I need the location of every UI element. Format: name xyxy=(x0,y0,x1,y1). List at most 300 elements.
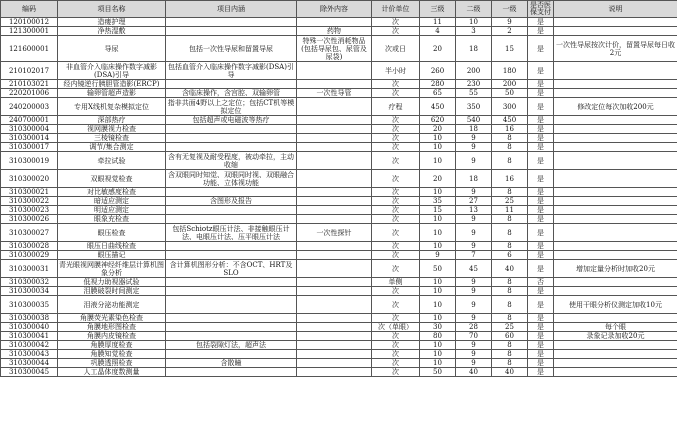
cell-name: 泪膜破裂时间测定 xyxy=(58,287,166,296)
cell-name: 造瘘护理 xyxy=(58,18,166,27)
cell-unit: 次 xyxy=(372,215,420,224)
cell-code: 120100012 xyxy=(1,18,58,27)
cell-code: 310300041 xyxy=(1,332,58,341)
cell-level2-price: 230 xyxy=(456,80,492,89)
cell-unit: 次 xyxy=(372,18,420,27)
cell-level3-price: 10 xyxy=(420,314,456,323)
cell-level3-price: 10 xyxy=(420,287,456,296)
cell-name: 三棱镜检查 xyxy=(58,134,166,143)
cell-content: 包括一次性导尿和留置导尿 xyxy=(166,36,297,62)
cell-level3-price: 20 xyxy=(420,36,456,62)
cell-content xyxy=(166,80,297,89)
table-row xyxy=(1,18,677,27)
cell-level3-price: 35 xyxy=(420,197,456,206)
cell-note xyxy=(554,62,677,80)
cell-note xyxy=(554,197,677,206)
cell-excluded: 一次性导管 xyxy=(297,89,372,98)
cell-code: 310300045 xyxy=(1,368,58,377)
cell-code: 310300014 xyxy=(1,134,58,143)
cell-note xyxy=(554,287,677,296)
cell-content: 包括血管介入临床操作数字减影(DSA)引导 xyxy=(166,62,297,80)
cell-content xyxy=(166,314,297,323)
cell-unit: 次 xyxy=(372,27,420,36)
cell-note xyxy=(554,350,677,359)
cell-insured: 是 xyxy=(528,287,554,296)
cell-level1-price: 8 xyxy=(492,359,528,368)
cell-name: 导尿 xyxy=(58,36,166,62)
cell-level1-price: 25 xyxy=(492,323,528,332)
table-row xyxy=(1,170,677,188)
cell-level3-price: 260 xyxy=(420,62,456,80)
cell-unit: 次 xyxy=(372,359,420,368)
cell-level2-price: 350 xyxy=(456,98,492,116)
header-note: 说明 xyxy=(554,1,677,18)
cell-level2-price: 7 xyxy=(456,251,492,260)
cell-code: 310300040 xyxy=(1,323,58,332)
cell-code: 310300042 xyxy=(1,341,58,350)
cell-level1-price: 450 xyxy=(492,116,528,125)
cell-code: 310300026 xyxy=(1,215,58,224)
cell-level3-price: 10 xyxy=(420,350,456,359)
cell-content xyxy=(166,18,297,27)
cell-insured: 是 xyxy=(528,296,554,314)
cell-code: 240700001 xyxy=(1,116,58,125)
cell-unit: 次 xyxy=(372,116,420,125)
cell-content xyxy=(166,332,297,341)
cell-level3-price: 10 xyxy=(420,224,456,242)
cell-level3-price: 10 xyxy=(420,188,456,197)
cell-level1-price: 180 xyxy=(492,62,528,80)
cell-unit: 次 xyxy=(372,80,420,89)
cell-insured: 是 xyxy=(528,89,554,98)
cell-code: 210102017 xyxy=(1,62,58,80)
cell-insured: 是 xyxy=(528,215,554,224)
cell-note: 修改定位每次加收200元 xyxy=(554,98,677,116)
cell-level2-price: 40 xyxy=(456,368,492,377)
cell-code: 310300034 xyxy=(1,287,58,296)
cell-level1-price: 8 xyxy=(492,287,528,296)
cell-name: 角膜厚度检查 xyxy=(58,341,166,350)
header-insured: 是否医保支付 xyxy=(528,1,554,18)
cell-note xyxy=(554,341,677,350)
cell-name: 青光眼视网膜神经纤维层计算机图象分析 xyxy=(59,260,164,277)
cell-code: 310300022 xyxy=(1,197,58,206)
cell-level3-price: 10 xyxy=(420,359,456,368)
cell-code: 121600001 xyxy=(1,36,58,62)
cell-note: 使用干眼分析仪测定加收10元 xyxy=(554,296,677,314)
cell-name: 眼象充检查 xyxy=(58,215,166,224)
cell-level2-price: 9 xyxy=(456,188,492,197)
cell-excluded xyxy=(297,260,372,278)
cell-excluded xyxy=(297,18,372,27)
cell-excluded xyxy=(297,215,372,224)
cell-level3-price: 10 xyxy=(420,278,456,287)
cell-level2-price: 9 xyxy=(456,242,492,251)
cell-level2-price: 9 xyxy=(456,278,492,287)
table-row xyxy=(1,197,677,206)
cell-level2-price: 9 xyxy=(456,359,492,368)
cell-name: 双眼视觉检查 xyxy=(58,170,166,188)
cell-note xyxy=(554,206,677,215)
cell-level2-price: 18 xyxy=(456,125,492,134)
cell-level1-price: 8 xyxy=(492,134,528,143)
cell-level2-price: 13 xyxy=(456,206,492,215)
cell-note xyxy=(554,89,677,98)
table-row xyxy=(1,27,677,36)
cell-unit: 次 xyxy=(372,143,420,152)
cell-level1-price: 50 xyxy=(492,89,528,98)
cell-unit: 次 xyxy=(372,296,420,314)
cell-level3-price: 50 xyxy=(420,260,456,278)
cell-unit: 次 xyxy=(372,197,420,206)
cell-content: 含散瞳 xyxy=(166,359,297,368)
cell-unit: 疗程 xyxy=(372,98,420,116)
cell-code: 310300021 xyxy=(1,188,58,197)
table-row xyxy=(1,341,677,350)
cell-level3-price: 280 xyxy=(420,80,456,89)
table-row xyxy=(1,134,677,143)
header-content: 项目内涵 xyxy=(166,1,297,18)
cell-level2-price: 9 xyxy=(456,215,492,224)
cell-code: 310300044 xyxy=(1,359,58,368)
cell-content: 含图形及报告 xyxy=(166,197,297,206)
cell-code: 310300043 xyxy=(1,350,58,359)
cell-unit: 次 xyxy=(372,152,420,170)
cell-note: 每个眼 xyxy=(554,323,677,332)
cell-insured: 是 xyxy=(528,350,554,359)
table-row xyxy=(1,260,677,278)
cell-insured: 是 xyxy=(528,368,554,377)
cell-name: 对比敏感度检查 xyxy=(58,188,166,197)
cell-level2-price: 9 xyxy=(456,296,492,314)
cell-insured: 是 xyxy=(528,260,554,278)
cell-level2-price: 9 xyxy=(456,134,492,143)
table-row xyxy=(1,116,677,125)
cell-level2-price: 55 xyxy=(456,89,492,98)
cell-level3-price: 20 xyxy=(420,125,456,134)
cell-unit: 次 xyxy=(372,332,420,341)
table-row xyxy=(1,89,677,98)
cell-level1-price: 8 xyxy=(492,224,528,242)
cell-excluded xyxy=(297,350,372,359)
cell-unit: 次 xyxy=(372,134,420,143)
cell-name: 专用X线机复杂模拟定位 xyxy=(58,98,166,116)
cell-level3-price: 620 xyxy=(420,116,456,125)
cell-level3-price: 10 xyxy=(420,143,456,152)
cell-unit: 次 xyxy=(372,89,420,98)
cell-content: 含双眼同时知觉、双眼同时视、双眼融合功能、立体视功能 xyxy=(166,170,297,188)
cell-content xyxy=(166,287,297,296)
table-row xyxy=(1,224,677,242)
table-row xyxy=(1,215,677,224)
cell-level3-price: 11 xyxy=(420,18,456,27)
cell-content xyxy=(166,323,297,332)
cell-excluded xyxy=(297,314,372,323)
cell-name: 视网膜视力检查 xyxy=(58,125,166,134)
cell-excluded xyxy=(297,98,372,116)
cell-insured: 是 xyxy=(528,152,554,170)
cell-excluded: 一次性探针 xyxy=(297,224,372,242)
cell-content: 包括裂隙灯法，超声法 xyxy=(166,341,297,350)
cell-level1-price: 2 xyxy=(492,27,528,36)
cell-level2-price: 70 xyxy=(456,332,492,341)
cell-content xyxy=(166,125,297,134)
cell-code: 310300035 xyxy=(1,296,58,314)
cell-content xyxy=(166,251,297,260)
cell-insured: 是 xyxy=(528,36,554,62)
cell-level1-price: 300 xyxy=(492,98,528,116)
cell-insured: 是 xyxy=(528,143,554,152)
cell-content xyxy=(166,350,297,359)
cell-level2-price: 9 xyxy=(456,143,492,152)
table-row xyxy=(1,350,677,359)
cell-name: 角膜知觉检查 xyxy=(58,350,166,359)
cell-name: 角膜地形图检查 xyxy=(58,323,166,332)
cell-excluded xyxy=(297,143,372,152)
cell-level1-price: 8 xyxy=(492,152,528,170)
cell-name: 低视力助视器试验 xyxy=(58,278,166,287)
cell-insured: 是 xyxy=(528,98,554,116)
cell-level2-price: 9 xyxy=(456,287,492,296)
cell-level2-price: 3 xyxy=(456,27,492,36)
table-row xyxy=(1,188,677,197)
cell-name: 角膜荧光素染色检查 xyxy=(58,314,166,323)
cell-unit: 次 xyxy=(372,170,420,188)
cell-content xyxy=(166,27,297,36)
cell-code: 310300029 xyxy=(1,251,58,260)
cell-unit: 次 xyxy=(372,314,420,323)
cell-level1-price: 8 xyxy=(492,242,528,251)
cell-insured: 是 xyxy=(528,116,554,125)
cell-level1-price: 8 xyxy=(492,341,528,350)
cell-code: 240200003 xyxy=(1,98,58,116)
cell-note xyxy=(554,18,677,27)
cell-insured: 是 xyxy=(528,251,554,260)
cell-insured: 是 xyxy=(528,224,554,242)
cell-content xyxy=(166,188,297,197)
cell-code: 210103021 xyxy=(1,80,58,89)
cell-name: 人工晶体度数测量 xyxy=(58,368,166,377)
cell-name: 牵拉试验 xyxy=(58,152,166,170)
cell-note xyxy=(554,27,677,36)
cell-name: 净热湿敷 xyxy=(58,27,166,36)
cell-unit: 次 xyxy=(372,242,420,251)
cell-note xyxy=(554,278,677,287)
cell-name: 暗适应测定 xyxy=(58,197,166,206)
table-row xyxy=(1,278,677,287)
cell-insured: 是 xyxy=(528,341,554,350)
header-unit: 计价单位 xyxy=(372,1,420,18)
cell-level1-price: 200 xyxy=(492,80,528,89)
cell-level3-price: 10 xyxy=(420,296,456,314)
cell-unit: 次 xyxy=(372,251,420,260)
cell-insured: 是 xyxy=(528,80,554,89)
table-row xyxy=(1,36,677,62)
cell-level1-price: 8 xyxy=(492,296,528,314)
table-row xyxy=(1,323,677,332)
cell-level2-price: 28 xyxy=(456,323,492,332)
cell-name: 调节/集合测定 xyxy=(58,143,166,152)
cell-code: 310300017 xyxy=(1,143,58,152)
table-row xyxy=(1,332,677,341)
cell-content: 包括Schiotz眼压计法、非接触眼压计法、电眼压计法、压平眼压计法 xyxy=(166,224,297,242)
cell-level1-price: 8 xyxy=(492,350,528,359)
cell-insured: 是 xyxy=(528,206,554,215)
cell-note xyxy=(554,134,677,143)
cell-note xyxy=(554,242,677,251)
cell-level2-price: 45 xyxy=(456,260,492,278)
cell-insured: 是 xyxy=(528,27,554,36)
cell-excluded: 特殊一次性消耗物品(包括导尿包、尿管及尿袋) xyxy=(297,36,372,62)
cell-content: 含有无复视及耐受程度，被动牵拉，主动收缩 xyxy=(166,152,297,170)
header-level2: 二级 xyxy=(456,1,492,18)
cell-name: 深部热疗 xyxy=(58,116,166,125)
table-row xyxy=(1,296,677,314)
cell-level1-price: 11 xyxy=(492,206,528,215)
cell-excluded xyxy=(297,278,372,287)
cell-level1-price: 16 xyxy=(492,125,528,134)
cell-content xyxy=(166,368,297,377)
cell-level1-price: 8 xyxy=(492,215,528,224)
cell-excluded xyxy=(297,206,372,215)
header-excluded: 除外内容 xyxy=(297,1,372,18)
header-name: 项目名称 xyxy=(58,1,166,18)
header-level3: 三级 xyxy=(420,1,456,18)
header-code: 编码 xyxy=(1,1,58,18)
cell-excluded xyxy=(297,368,372,377)
cell-excluded xyxy=(297,251,372,260)
cell-level1-price: 9 xyxy=(492,18,528,27)
table-row xyxy=(1,359,677,368)
cell-unit: 次 xyxy=(372,368,420,377)
cell-level3-price: 10 xyxy=(420,215,456,224)
cell-note xyxy=(554,80,677,89)
cell-note: 增加定量分析时加收20元 xyxy=(554,260,677,278)
cell-name: 眼压描记 xyxy=(58,251,166,260)
cell-name: 经内镜逆行胰胆管造影(ERCP) xyxy=(58,80,166,89)
cell-level2-price: 10 xyxy=(456,18,492,27)
cell-level1-price: 8 xyxy=(492,143,528,152)
cell-content xyxy=(166,242,297,251)
cell-insured: 是 xyxy=(528,323,554,332)
table-row xyxy=(1,62,677,80)
table-row xyxy=(1,206,677,215)
cell-excluded xyxy=(297,80,372,89)
cell-code: 310300004 xyxy=(1,125,58,134)
cell-insured: 是 xyxy=(528,62,554,80)
cell-code: 310300031 xyxy=(1,260,58,278)
cell-level1-price: 40 xyxy=(492,368,528,377)
cell-level2-price: 9 xyxy=(456,152,492,170)
table-row xyxy=(1,98,677,116)
cell-level3-price: 80 xyxy=(420,332,456,341)
cell-note xyxy=(554,215,677,224)
cell-level3-price: 4 xyxy=(420,27,456,36)
cell-level2-price: 27 xyxy=(456,197,492,206)
cell-unit: 次（单眼） xyxy=(372,323,420,332)
cell-level3-price: 50 xyxy=(420,368,456,377)
cell-unit: 次 xyxy=(372,287,420,296)
cell-code: 310300028 xyxy=(1,242,58,251)
cell-name: 泪液分泌功能测定 xyxy=(58,296,166,314)
cell-level3-price: 450 xyxy=(420,98,456,116)
cell-excluded xyxy=(297,170,372,188)
cell-name: 非血管介入临床操作数字减影(DSA)引导 xyxy=(58,62,166,80)
cell-level1-price: 15 xyxy=(492,36,528,62)
cell-code: 121300001 xyxy=(1,27,58,36)
table-row xyxy=(1,80,677,89)
cell-level2-price: 9 xyxy=(456,350,492,359)
table-row xyxy=(1,242,677,251)
cell-level1-price: 6 xyxy=(492,251,528,260)
table-body xyxy=(1,18,677,377)
cell-code: 310300032 xyxy=(1,278,58,287)
cell-level3-price: 20 xyxy=(420,170,456,188)
cell-code: 310300027 xyxy=(1,224,58,242)
cell-note xyxy=(554,314,677,323)
table-row xyxy=(1,314,677,323)
cell-name: 输卵管超声造影 xyxy=(58,89,166,98)
cell-insured: 是 xyxy=(528,197,554,206)
cell-unit: 次 xyxy=(372,206,420,215)
cell-content xyxy=(166,134,297,143)
header-row xyxy=(1,1,677,18)
cell-content xyxy=(166,296,297,314)
cell-level3-price: 9 xyxy=(420,251,456,260)
cell-note xyxy=(554,224,677,242)
cell-insured: 否 xyxy=(528,278,554,287)
cell-level2-price: 18 xyxy=(456,36,492,62)
cell-level3-price: 10 xyxy=(420,242,456,251)
table-row xyxy=(1,143,677,152)
cell-excluded xyxy=(297,296,372,314)
cell-excluded xyxy=(297,287,372,296)
cell-excluded xyxy=(297,116,372,125)
table-row xyxy=(1,368,677,377)
cell-code: 310300038 xyxy=(1,314,58,323)
cell-excluded xyxy=(297,62,372,80)
cell-level3-price: 15 xyxy=(420,206,456,215)
cell-insured: 是 xyxy=(528,242,554,251)
cell-content xyxy=(166,215,297,224)
cell-level3-price: 10 xyxy=(420,152,456,170)
cell-level1-price: 16 xyxy=(492,170,528,188)
cell-level3-price: 10 xyxy=(420,341,456,350)
cell-level2-price: 9 xyxy=(456,341,492,350)
cell-excluded xyxy=(297,323,372,332)
cell-level1-price: 8 xyxy=(492,314,528,323)
cell-content xyxy=(166,206,297,215)
cell-excluded xyxy=(297,188,372,197)
table-row xyxy=(1,251,677,260)
cell-unit: 次 xyxy=(372,224,420,242)
cell-unit: 单侧 xyxy=(372,278,420,287)
cell-excluded xyxy=(297,242,372,251)
cell-note xyxy=(554,116,677,125)
table-row xyxy=(1,152,677,170)
cell-level1-price: 40 xyxy=(492,260,528,278)
cell-insured: 是 xyxy=(528,332,554,341)
cell-note xyxy=(554,359,677,368)
cell-insured: 是 xyxy=(528,188,554,197)
cell-excluded xyxy=(297,359,372,368)
cell-excluded xyxy=(297,134,372,143)
cell-level1-price: 8 xyxy=(492,188,528,197)
cell-code: 310300019 xyxy=(1,152,58,170)
cell-unit: 次 xyxy=(372,125,420,134)
cell-note xyxy=(554,125,677,134)
cell-name: 巩膜透照检查 xyxy=(58,359,166,368)
